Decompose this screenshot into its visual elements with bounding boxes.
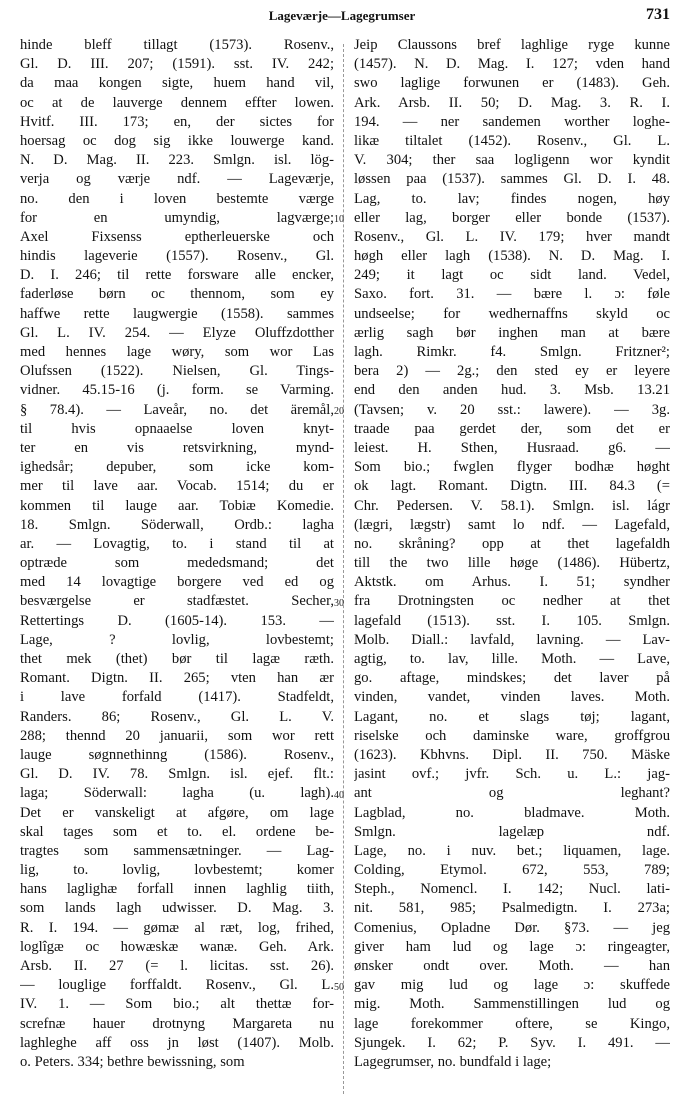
- text-line: Lagegrumser, no. bundfald i lage;: [354, 1053, 552, 1070]
- text-line: end den anden hud. 3. Msb. 13.21: [354, 382, 670, 399]
- line-number: 30: [334, 597, 344, 609]
- text-line: Steph., Nomencl. I. 142; Nucl. lati-: [354, 881, 670, 898]
- text-line: Gl. L. IV. 254. — Elyze Oluffzdotther: [20, 324, 334, 341]
- text-line: Gl. D. III. 207; (1591). sst. IV. 242;: [20, 56, 334, 73]
- text-line: Rosenv., Gl. L. IV. 179; hver mandt: [354, 228, 670, 245]
- text-line: faderløse børn oc thennom, som ey: [20, 286, 334, 303]
- text-line: — louglige forffaldt. Rosenv., Gl. L.: [20, 977, 334, 994]
- text-line: laghleghe aff oss jn løst (1407). Molb.: [20, 1034, 334, 1051]
- text-line: verja og værje ndf. — Lageværje,: [20, 171, 334, 188]
- text-line: swo laglige forwunen er (1483). Geh.: [354, 75, 670, 92]
- line-number-gutter: [334, 36, 354, 1098]
- text-line: Olufssen (1522). Nielsen, Gl. Tings-: [20, 363, 334, 380]
- text-line: no. den i loven bestemte værge: [20, 190, 334, 207]
- page-number: 731: [646, 6, 670, 23]
- text-line: loglîgæ oc howæskæ wanæ. Geh. Ark.: [20, 938, 334, 955]
- text-line: leiest. H. Sthen, Husraad. g6. —: [354, 439, 670, 456]
- text-line: mer til lave aar. Vocab. 1514; du er: [20, 478, 334, 495]
- text-line: løssen paa (1537). sammes Gl. D. I. 48.: [354, 171, 670, 188]
- text-line: (1457). N. D. Mag. I. 127; vden hand: [354, 56, 670, 73]
- text-line: D. I. 246; til rette forsware alle encker,: [20, 267, 334, 284]
- text-line: Lagant, no. et slags tøj; lagant,: [354, 708, 670, 725]
- text-line: Det er vanskeligt at afgøre, om lage: [20, 804, 334, 821]
- text-line: till the two lille høge (1486). Hübertz,: [354, 555, 670, 572]
- text-line: Lage, ? lovlig, lovbestemt;: [20, 631, 334, 648]
- text-line: agtig, to. lav, lille. Moth. — Lave,: [354, 651, 670, 667]
- text-line: screfnæ hauer drotnyng Margareta nu: [20, 1015, 334, 1032]
- text-line: for en umyndig, lagværge;: [20, 209, 334, 226]
- text-line: vidner. 45.15-16 (j. form. se Varming.: [20, 382, 334, 399]
- text-line: Comenius, Opladne Dør. §73. — jeg: [354, 919, 670, 936]
- text-line: ant og leghant?: [354, 785, 670, 802]
- text-line: lig, to. lovlig, lovbestemt; komer: [20, 862, 334, 879]
- text-line: Axel Fixsenss eptherleuerske och: [20, 228, 334, 245]
- text-line: i lave forfald (1417). Stadfeldt,: [20, 689, 334, 706]
- text-line: traade paa gerdet der, som det er: [354, 420, 670, 437]
- text-line: haffwe rette laugwergie (1558). sammes: [20, 305, 334, 322]
- text-line: Chr. Pedersen. V. 58.1). Smlgn. isl. lágr: [354, 497, 670, 514]
- text-line: høgh eller lagh (1538). N. D. Mag. I.: [354, 248, 670, 265]
- line-number: 40: [334, 789, 344, 801]
- text-line: skal tages som et to. el. ordene be-: [20, 823, 334, 840]
- text-line: Romant. Digtn. II. 265; vten han ær: [20, 670, 334, 687]
- text-line: lagefald (1513). sst. I. 105. Smlgn.: [354, 612, 670, 629]
- text-line: Som bio.; fwglen flyger bodhæ høght: [354, 459, 670, 476]
- text-line: Hvitf. III. 173; en, der sictes for: [20, 113, 334, 130]
- text-line: ok lagt. Romant. Digtn. III. 84.3 (=: [354, 478, 670, 495]
- text-line: ter en vis retsvirkning, mynd-: [20, 439, 334, 456]
- text-line: N. D. Mag. II. 223. Smlgn. isl. lög-: [20, 152, 334, 169]
- text-line: no. skråning? opp at thet lagefaldh: [354, 535, 670, 552]
- text-line: med 14 lovagtige borgere ved ed og: [20, 574, 334, 591]
- text-line: undseelse; for wedhernaffns skyld oc: [354, 305, 670, 322]
- text-line: V. 304; ther saa logligenn wor kyndit: [354, 152, 670, 169]
- text-line: lauge søgnnethinng (1586). Rosenv.,: [20, 746, 334, 763]
- text-line: go. aftage, mindskes; det laver på: [354, 670, 670, 687]
- text-line: ønsker ondt over. Moth. — han: [354, 958, 670, 974]
- text-line: Randers. 86; Rosenv., Gl. L. V.: [20, 708, 334, 725]
- text-line: R. I. 194. — gømæ al ræt, log, frihed,: [20, 919, 334, 936]
- text-line: Rettertings D. (1605-14). 153. —: [20, 612, 334, 629]
- text-line: Sjungek. I. 62; P. Syv. I. 491. —: [354, 1034, 670, 1051]
- text-line: ighedsår; depuber, som icke kom-: [20, 459, 334, 476]
- text-line: lage forekommer oftere, se Kingo,: [354, 1015, 670, 1032]
- text-line: hoersag oc dog sig ikke louwerge kand.: [20, 132, 334, 149]
- line-number: 10: [334, 213, 344, 225]
- text-line: bera 2) — 2g.; den sted ey er leyere: [354, 363, 670, 380]
- text-line: Lag, to. lav; findes nogen, høy: [354, 190, 670, 207]
- text-line: gav mig lud og lage ɔ: skuffede: [354, 977, 670, 994]
- text-line: (1623). Kbhvns. Dipl. II. 750. Mäske: [354, 746, 670, 763]
- text-line: 249; it lagt oc sidt land. Vedel,: [354, 267, 670, 284]
- text-line: ar. — Lovagtig, to. i stand til at: [20, 535, 334, 552]
- text-line: laga; Söderwall: lagha (u. lagh).: [20, 785, 334, 802]
- text-line: mig. Moth. Sammenstillingen lud og: [354, 996, 670, 1013]
- text-line: hindis lageverie (1557). Rosenv., Gl.: [20, 248, 334, 265]
- text-line: som lands lagh udwisser. D. Mag. 3.: [20, 900, 334, 917]
- running-head: Lageværje—Lagegrumser: [268, 8, 416, 23]
- text-line: IV. 1. — Som bio.; alt thettæ for-: [20, 996, 334, 1013]
- text-line: tragtes som sammensætninger. — Lag-: [20, 842, 334, 859]
- text-line: § 78.4). — Laveår, no. det äremål,: [20, 401, 334, 418]
- text-line: lagh. Rimkr. f4. Smlgn. Fritzner²;: [354, 344, 670, 360]
- text-line: (lægri, lægstr) samt lo ndf. — Lagefald,: [354, 516, 670, 533]
- text-line: til hvis opnaaelse loven knyt-: [20, 420, 334, 437]
- text-line: Aktstk. om Arhus. I. 51; syndher: [354, 574, 670, 591]
- text-line: med hennes lage wøry, som wor Las: [20, 344, 334, 360]
- line-number: 50: [334, 981, 344, 993]
- text-line: nit. 581, 985; Psalmedigtn. I. 273a;: [354, 900, 670, 917]
- text-line: vinden, vandet, vinden laves. Moth.: [354, 689, 670, 706]
- text-line: Molb. Diall.: lavfald, lavning. — Lav-: [354, 631, 670, 648]
- text-line: 18. Smlgn. Söderwall, Ordb.: lagha: [20, 516, 334, 533]
- text-line: riselske och daminske ware, groffgrou: [354, 727, 670, 744]
- text-line: da maa kongen sigte, huem hand vil,: [20, 75, 334, 92]
- left-text-column: [20, 36, 334, 1098]
- text-line: Saxo. fort. 31. — bære l. ɔ: føle: [354, 286, 670, 303]
- text-line: besværgelse er stadfæstet. Secher,: [20, 593, 334, 610]
- page-header: [0, 0, 684, 36]
- text-line: Lagblad, no. bladmave. Moth.: [354, 804, 670, 821]
- text-line: Lage, no. i nuv. bet.; liquamen, lage.: [354, 842, 670, 859]
- text-line: 288; thennd 20 januarii, som wor rett: [20, 727, 334, 744]
- text-line: kommen til lauge aar. Tobiæ Komedie.: [20, 497, 334, 514]
- text-line: Ark. Arsb. II. 50; D. Mag. 3. R. I.: [354, 94, 670, 111]
- text-line: Arsb. II. 27 (= l. licitas. sst. 26).: [20, 958, 334, 974]
- right-text-column: [354, 36, 670, 1098]
- text-line: ærlig sagh bør inghen man at bære: [354, 324, 670, 341]
- text-line: 194. — ner sandemen worther loghe-: [354, 113, 670, 130]
- text-line: fra Drotningsten oc nedher at thet: [354, 593, 670, 610]
- text-line: o. Peters. 334; bethre bewissning, som: [20, 1053, 245, 1070]
- text-line: optræde som mededsmand; det: [20, 555, 334, 572]
- text-line: Jeip Claussons bref laghlige ryge kunne: [354, 37, 670, 53]
- text-line: Smlgn. lagelæp ndf.: [354, 823, 670, 840]
- text-line: likæ tiltalet (1452). Rosenv., Gl. L.: [354, 132, 670, 149]
- text-line: thet mek (thet) bør til lagæ ræth.: [20, 651, 334, 667]
- line-number: 20: [334, 405, 344, 417]
- text-line: Gl. D. IV. 78. Smlgn. isl. ejef. flt.:: [20, 766, 334, 783]
- text-line: hans laglighæ forfall innen laghlig tiith,: [20, 881, 334, 898]
- text-line: giver ham lud og lage ɔ: ringeagter,: [354, 938, 670, 955]
- text-line: eller lag, borger eller bonde (1537).: [354, 209, 670, 226]
- text-line: (Tavsen; v. 20 sst.: lawere). — 3g.: [354, 401, 670, 418]
- text-line: Colding, Etymol. 672, 553, 789;: [354, 862, 670, 879]
- text-line: hinde bleff tillagt (1573). Rosenv.,: [20, 37, 334, 53]
- text-line: oc at de lauverge dennem effter lowen.: [20, 94, 334, 111]
- text-line: jasint ovf.; jvfr. Sch. u. L.: jag-: [354, 766, 670, 783]
